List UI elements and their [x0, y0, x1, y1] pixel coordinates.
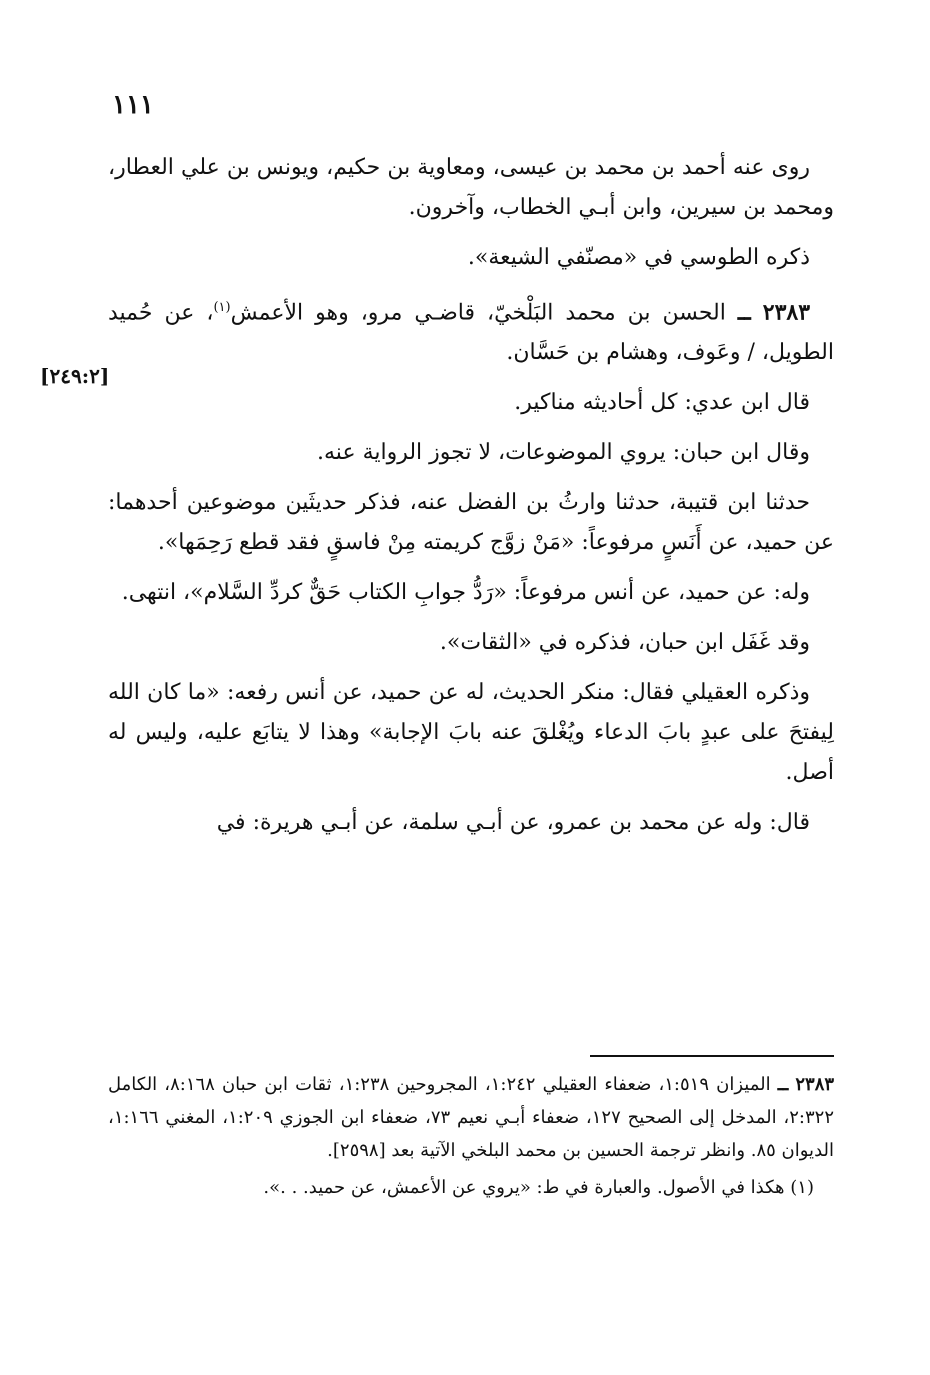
- entry-number: ٢٣٨٣: [762, 299, 811, 326]
- marginal-reference: [٢٤٩:٢]: [40, 364, 110, 388]
- footnote-divider: [590, 1055, 834, 1057]
- footnote-sources-text: الميزان ١:٥١٩، ضعفاء العقيلي ١:٢٤٢، المجروحين ١:٢٣٨، ثقات ابن حبان ٨:١٦٨، الكامل ٢:٣٢٢، المدخل إلى الصحيح ١٢٧، ضعفاء أبـي نعيم ٧٣، ضعفاء ابن الجوزي ١:٢٠٩، المغني ١:١٦٦، الديوان ٨٥. وانظر ترجمة الحسين بن محمد البلخي الآتية بعد [٢٥٩٨].: [108, 1074, 834, 1161]
- paragraph-continuation: قال: وله عن محمد بن عمرو، عن أبـي سلمة، عن أبـي هريرة: في: [216, 810, 810, 836]
- footnote-dash: ــ: [777, 1074, 789, 1095]
- entry-text: الحسن بن محمد البَلْخيّ، قاضـي مرو، وهو الأعمش: [230, 300, 726, 326]
- footnote-entry-number: ٢٣٨٣: [795, 1074, 835, 1095]
- footnotes: [108, 1068, 834, 1204]
- entry-2383: [108, 288, 834, 373]
- paragraph-tusi: ذكره الطوسي في «مصنّفي الشيعة».: [467, 245, 810, 270]
- paragraph-hadith-one: حدثنا ابن قتيبة، حدثنا وارثُ بن الفضل عنه، فذكر حديثَين موضوعين أحدهما: عن حميد، عن أَنَسٍ مرفوعاً: «مَنْ زوَّج كريمته مِنْ فاسقٍ فقد قطع رَحِمَها».: [108, 490, 834, 556]
- footnote-one-marker: (١): [790, 1177, 814, 1198]
- paragraph-uqayli: وذكره العقيلي فقال: منكر الحديث، له عن حميد، عن أنس رفعه: «ما كان الله لِيفتحَ على عبدٍ بابَ الدعاء ويُغْلقَ عنه بابَ الإجابة» وهذا لا يتابَع عليه، وليس له أصل.: [108, 680, 834, 786]
- footnote-one-text: هكذا في الأصول. والعبارة في ط: «يروي عن الأعمش، عن حميد. . .».: [263, 1177, 785, 1198]
- footnote-one: [108, 1171, 834, 1204]
- main-text: [108, 148, 834, 853]
- entry-dash: ــ: [737, 299, 751, 326]
- footnote-marker: (١): [213, 300, 231, 315]
- paragraph-narrators: روى عنه أحمد بن محمد بن عيسى، ومعاوية بن حكيم، ويونس بن علي العطار، ومحمد بن سيرين، وابن أبـي الخطاب، وآخرون.: [108, 155, 834, 220]
- paragraph-ibn-hibban: وقال ابن حبان: يروي الموضوعات، لا تجوز الرواية عنه.: [317, 440, 810, 466]
- paragraph-hadith-two: وله: عن حميد، عن أنس مرفوعاً: «رَدُّ جوابِ الكتاب حَقٌّ كردِّ السَّلام»، انتهى.: [121, 580, 810, 606]
- entry-text-continued: ، عن حُميد الطويل، / وعَوف، وهشام بن حَسَّان.: [108, 300, 834, 366]
- footnote-sources: [108, 1068, 834, 1167]
- paragraph-ibn-adi: قال ابن عدي: كل أحاديثه مناكير.: [514, 390, 810, 416]
- paragraph-thiqat: وقد غَفَل ابن حبان، فذكره في «الثقات».: [439, 630, 810, 656]
- page-number: ١١١: [112, 90, 154, 120]
